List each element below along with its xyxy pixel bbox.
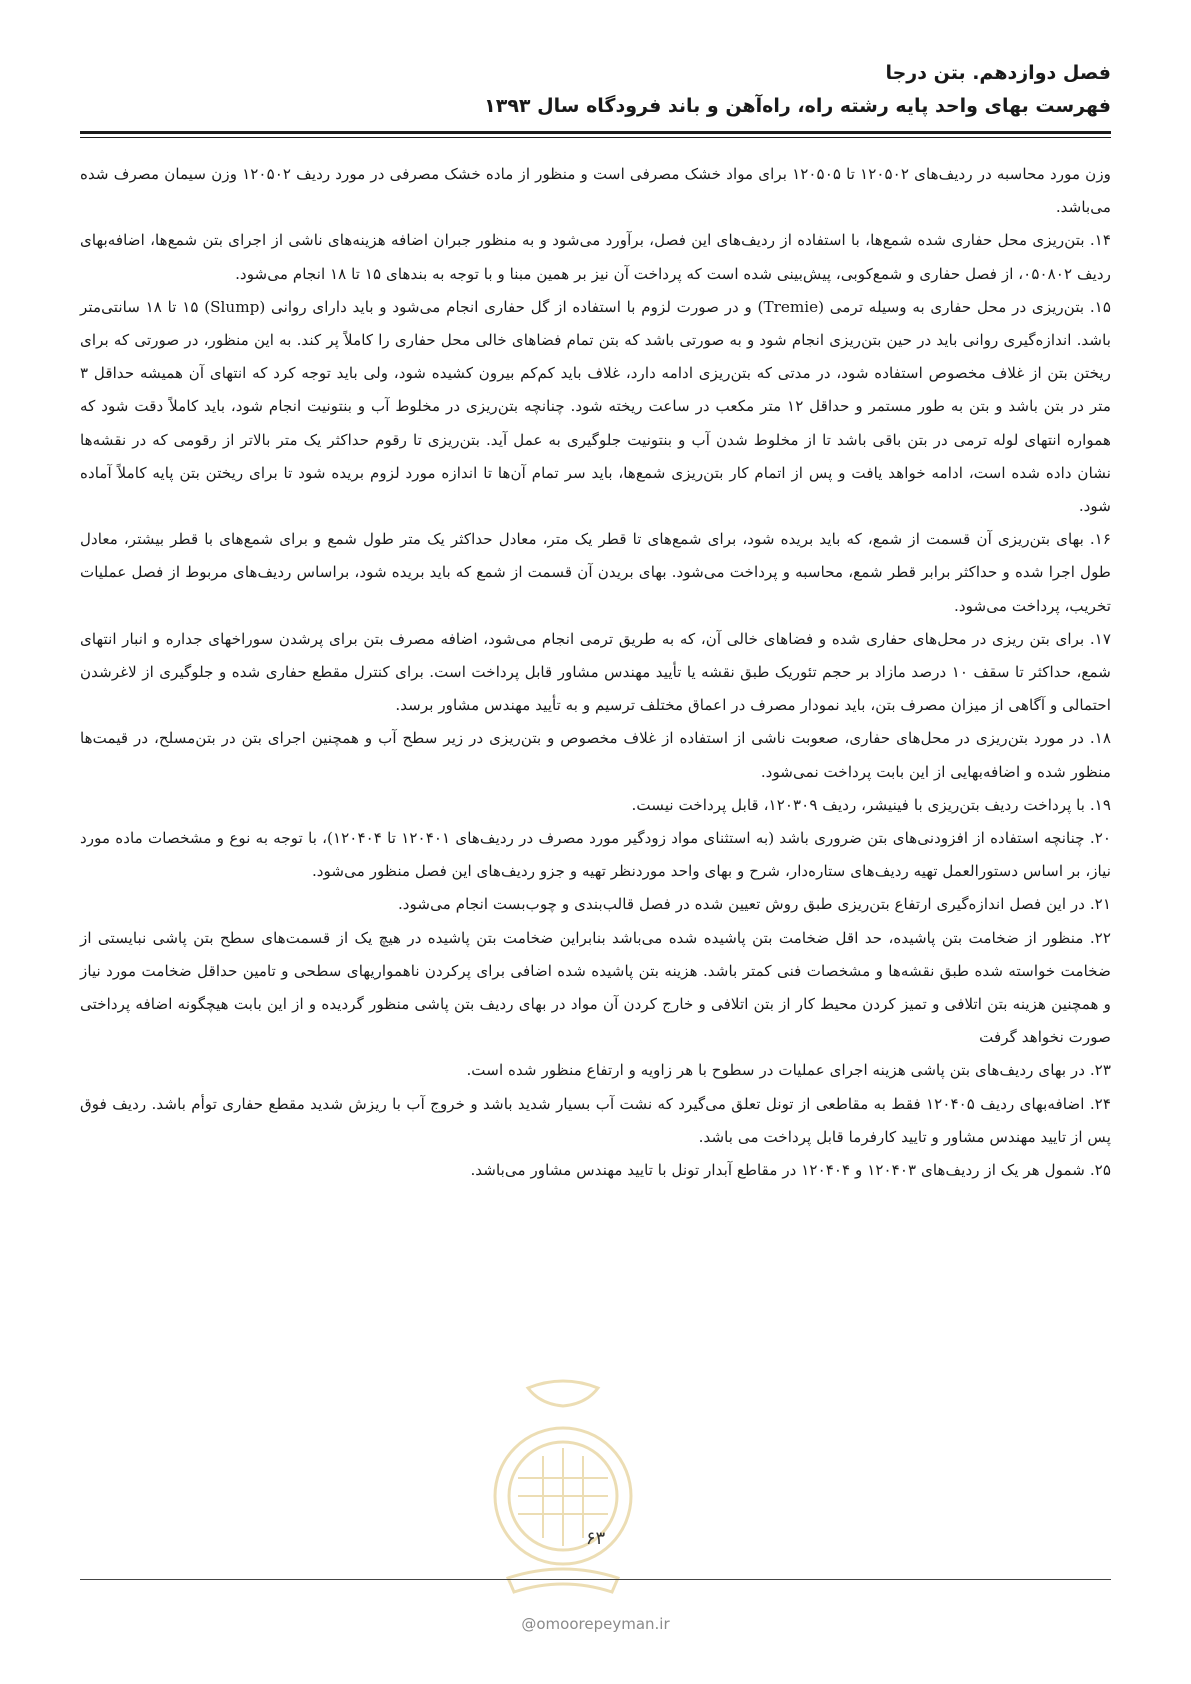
paragraph-22: ۲۲. منظور از ضخامت بتن پاشیده، حد اقل ضخامت بتن پاشیده شده می‌باشد بنابراین ضخامت بتن پاشیده در هیچ یک از قسمت‌های سطح بتن پاشی نبایستی از ضخامت خواسته شده طبق نقشه‌ها و مشخصات فنی کمتر باشد. هزینه بتن پاشیده شده اضافی برای پرکردن ناهمواریهای سطحی و تامین حداقل ضخامت مورد نیاز و همچنین هزینه بتن اتلافی و تمیز کردن محیط کار از بتن اتلافی و خارج کردن آن مواد در بهای ردیف بتن پاشی منظور گردیده و از این بابت هیچگونه اضافه پرداختی صورت نخواهد گرفت	[80, 928, 1111, 1047]
footer-rule	[80, 1579, 1111, 1580]
chapter-title: فصل دوازدهم. بتن درجا	[885, 62, 1111, 84]
paragraph-continuation: وزن مورد محاسبه در ردیف‌های ۱۲۰۵۰۲ تا ۱۲۰۵۰۵ برای مواد خشک مصرفی است و منظور از ماده خشک مصرفی در مورد ردیف ۱۲۰۵۰۲ وزن سیمان مصرف شده می‌باشد.	[80, 165, 1111, 217]
seal-logo-icon	[488, 1378, 638, 1596]
page-header	[81, 56, 1111, 122]
paragraph-16: ۱۶. بهای بتن‌ریزی آن قسمت از شمع، که باید بریده شود، برای شمع‌های تا قطر یک متر، معادل حداکثر یک متر طول شمع و برای شمع‌های با قطر بیشتر، معادل طول اجرا شده و حداکثر برابر قطر شمع، محاسبه و پرداخت می‌شود. بهای بریدن آن قسمت از شمع که باید بریده شود، براساس ردیف‌های مربوط از فصل عملیات تخریب، پرداخت می‌شود.	[80, 530, 1111, 615]
at-icon: @	[521, 1615, 537, 1633]
paragraph-21: ۲۱. در این فصل اندازه‌گیری ارتفاع بتن‌ریزی طبق روش تعیین شده در فصل قالب‌بندی و چوب‌بست انجام می‌شود.	[397, 895, 1111, 914]
paragraph-19: ۱۹. با پرداخت ردیف بتن‌ریزی با فینیشر، ردیف ۱۲۰۳۰۹، قابل پرداخت نیست.	[631, 795, 1111, 814]
header-rule-thin	[80, 137, 1111, 138]
paragraph-15: ۱۵. بتن‌ریزی در محل حفاری به وسیله ترمی (Tremie) و در صورت لزوم با استفاده از گل حفاری انجام می‌شود و باید دارای روانی (Slump) ۱۵ تا ۱۸ سانتی‌متر باشد. اندازه‌گیری روانی باید در حین بتن‌ریزی انجام شود و به صورتی باشد که بتن تمام فضاهای خالی محل حفاری را کاملاً پر کند. به این منظور، در صورتی که برای ریختن بتن از غلاف مخصوص استفاده شود، در مدتی که بتن‌ریزی ادامه دارد، غلاف باید کم‌کم بیرون کشیده شود، ولی باید توجه کرد که انتهای آن همیشه حداقل ۳ متر در بتن باشد و بتن به طور مستمر و حداقل ۱۲ متر مکعب در ساعت ریخته شود. چنانچه بتن‌ریزی در مخلوط آب و بنتونیت انجام شود، باید کاملاً دقت شود که همواره انتهای لوله ترمی در بتن باقی باشد تا از مخلوط شدن آب و بنتونیت جلوگیری به عمل آید. بتن‌ریزی تا رقوم حداکثر یک متر بالاتر از رقومی که در نقشه‌ها نشان داده شده است، ادامه خواهد یافت و پس از اتمام کار بتن‌ریزی شمع‌ها، باید سر تمام آن‌ها تا اندازه مورد لزوم بریده شود تا برای ریختن بتن پایه کاملاً آماده شود.	[80, 297, 1111, 516]
header-rule-thick	[80, 131, 1111, 134]
paragraph-17: ۱۷. برای بتن ریزی در محل‌های حفاری شده و فضاهای خالی آن، که به طریق ترمی انجام می‌شود، اضافه مصرف بتن برای پرشدن سوراخهای جداره و انبار انتهای شمع، حداکثر تا سقف ۱۰ درصد مازاد بر حجم تئوریک طبق نقشه یا تأیید مهندس مشاور قابل پرداخت است. برای کنترل مقطع حفاری شده و جلوگیری از لاغرشدن احتمالی و آگاهی از میزان مصرف بتن، باید نمودار مصرف در اعماق مختلف ترسیم و به تأیید مهندس مشاور برسد.	[80, 629, 1112, 715]
paragraph-18: ۱۸. در مورد بتن‌ریزی در محل‌های حفاری، صعوبت ناشی از استفاده از غلاف مخصوص و بتن‌ریزی در زیر سطح آب و همچنین اجرای بتن در بتن‌مسلح، در قیمت‌ها منظور شده و اضافه‌بهایی از این بابت پرداخت نمی‌شود.	[80, 729, 1111, 781]
body-text	[80, 158, 1111, 1187]
website-url	[0, 1615, 1191, 1633]
paragraph-24: ۲۴. اضافه‌بهای ردیف ۱۲۰۴۰۵ فقط به مقاطعی از تونل تعلق می‌گیرد که نشت آب بسیار شدید باشد و خروج آب با ریزش شدید مقطع حفاری توأم باشد. ردیف فوق پس از تایید مهندس مشاور و تایید کارفرما قابل پرداخت می باشد.	[80, 1094, 1111, 1146]
document-subtitle: فهرست بهای واحد پایه رشته راه، راه‌آهن و باند فرودگاه سال ۱۳۹۳	[484, 95, 1111, 117]
paragraph-25: ۲۵. شمول هر یک از ردیف‌های ۱۲۰۴۰۳ و ۱۲۰۴۰۴ در مقاطع آبدار تونل با تایید مهندس مشاور می‌باشد.	[470, 1161, 1111, 1180]
paragraph-20: ۲۰. چنانچه استفاده از افزودنی‌های بتن ضروری باشد (به استثنای مواد زودگیر مورد مصرف در ردیف‌های ۱۲۰۴۰۱ تا ۱۲۰۴۰۴)، با توجه به نوع و مشخصات ماده مورد نیاز، بر اساس دستورالعمل تهیه ردیف‌های ستاره‌دار، شرح و بهای واحد موردنظر تهیه و جزو ردیف‌های این فصل منظور می‌شود.	[80, 829, 1112, 881]
paragraph-14: ۱۴. بتن‌ریزی محل حفاری شده شمع‌ها، با استفاده از ردیف‌های این فصل، برآورد می‌شود و به منظور جبران اضافه هزینه‌های ناشی از اجرای بتن شمع‌ها، اضافه‌بهای ردیف ۰۵۰۸۰۲، از فصل حفاری و شمع‌کوبی، پیش‌بینی شده است که پرداخت آن نیز بر همین مبنا و با توجه به بندهای ۱۵ تا ۱۸ انجام می‌شود.	[80, 231, 1111, 283]
website-label: omoorepeyman.ir	[536, 1615, 670, 1633]
paragraph-23: ۲۳. در بهای ردیف‌های بتن پاشی هزینه اجرای عملیات در سطوح با هر زاویه و ارتفاع منظور شده است.	[466, 1061, 1111, 1080]
page-number: ۶۳	[585, 1528, 606, 1549]
